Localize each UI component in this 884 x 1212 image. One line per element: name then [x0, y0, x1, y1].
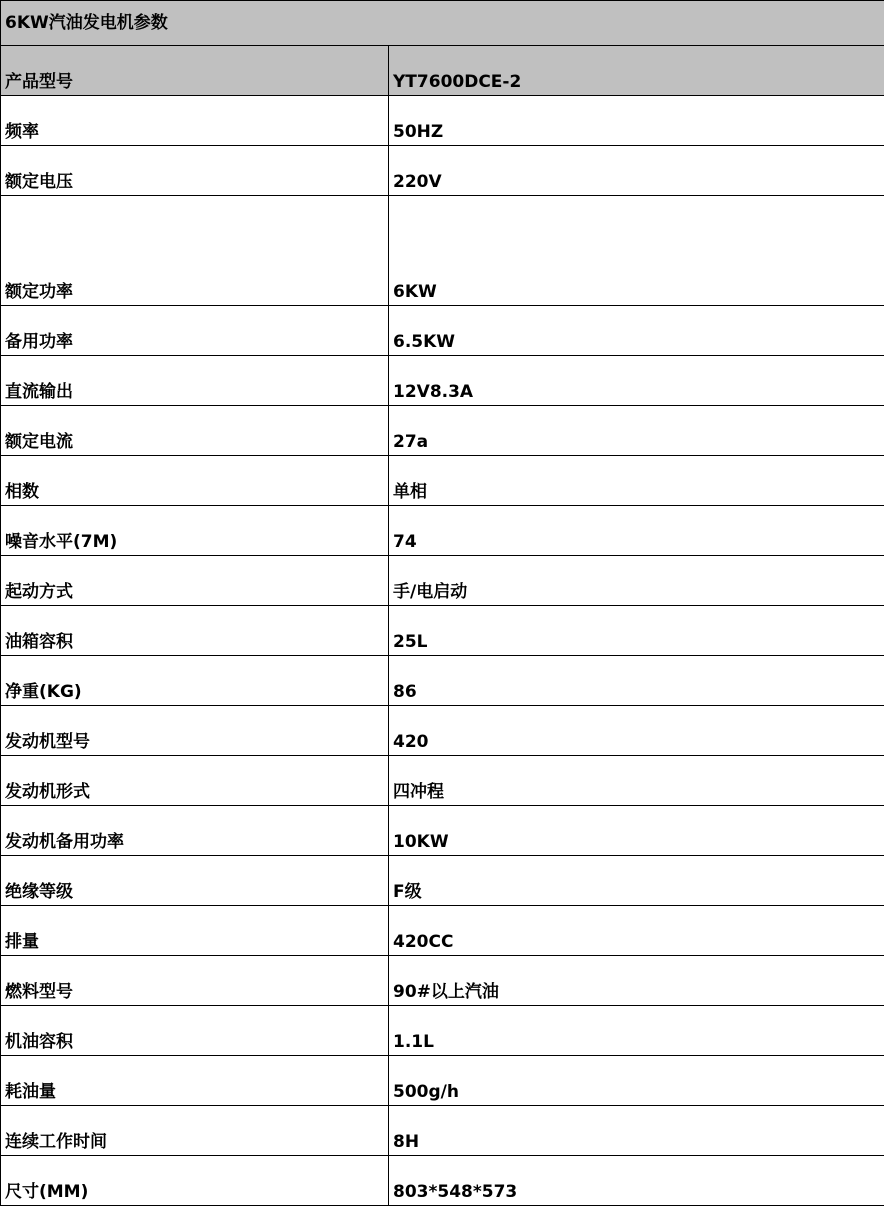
row-label: 发动机备用功率: [1, 806, 389, 856]
row-label: 额定电压: [1, 146, 389, 196]
row-value: 500g/h: [389, 1056, 884, 1106]
table-row: [1, 1106, 884, 1156]
row-label: 排量: [1, 906, 389, 956]
table-row: [1, 906, 884, 956]
row-value: 四冲程: [389, 756, 884, 806]
row-label: 燃料型号: [1, 956, 389, 1006]
row-value: 74: [389, 506, 884, 556]
table-row: [1, 806, 884, 856]
row-value: 420CC: [389, 906, 884, 956]
table-row: [1, 706, 884, 756]
row-label: 发动机型号: [1, 706, 389, 756]
row-label: 直流输出: [1, 356, 389, 406]
table-row: [1, 1056, 884, 1106]
table-row: [1, 956, 884, 1006]
table-row: [1, 756, 884, 806]
row-value: 手/电启动: [389, 556, 884, 606]
row-label: 耗油量: [1, 1056, 389, 1106]
row-value: 50HZ: [389, 96, 884, 146]
row-value: 27a: [389, 406, 884, 456]
table-row: [1, 456, 884, 506]
row-value: 12V8.3A: [389, 356, 884, 406]
row-value: 6KW: [389, 196, 884, 306]
row-value: 6.5KW: [389, 306, 884, 356]
table-row: [1, 406, 884, 456]
table-row: [1, 856, 884, 906]
header-value: YT7600DCE-2: [389, 46, 884, 96]
row-value: 10KW: [389, 806, 884, 856]
row-label: 频率: [1, 96, 389, 146]
table-row: [1, 556, 884, 606]
row-value: 220V: [389, 146, 884, 196]
row-label: 额定功率: [1, 196, 389, 306]
table-row: [1, 606, 884, 656]
table-row: [1, 306, 884, 356]
row-value: 8H: [389, 1106, 884, 1156]
table-row: [1, 146, 884, 196]
row-value: 90#以上汽油: [389, 956, 884, 1006]
row-label: 备用功率: [1, 306, 389, 356]
table-title-row: [1, 1, 884, 46]
row-label: 发动机形式: [1, 756, 389, 806]
row-label: 绝缘等级: [1, 856, 389, 906]
table-row: [1, 356, 884, 406]
header-label: 产品型号: [1, 46, 389, 96]
row-value: 803*548*573: [389, 1156, 884, 1206]
table-header-row: [1, 46, 884, 96]
row-label: 相数: [1, 456, 389, 506]
row-value: 420: [389, 706, 884, 756]
table-row: [1, 506, 884, 556]
row-label: 起动方式: [1, 556, 389, 606]
table-row: [1, 1006, 884, 1056]
row-label: 连续工作时间: [1, 1106, 389, 1156]
row-value: 单相: [389, 456, 884, 506]
row-value: 1.1L: [389, 1006, 884, 1056]
row-label: 机油容积: [1, 1006, 389, 1056]
row-value: 25L: [389, 606, 884, 656]
row-value: F级: [389, 856, 884, 906]
row-label: 额定电流: [1, 406, 389, 456]
row-label: 净重(KG): [1, 656, 389, 706]
row-label: 尺寸(MM): [1, 1156, 389, 1206]
row-label: 噪音水平(7M): [1, 506, 389, 556]
table-row: [1, 1156, 884, 1206]
table-row: [1, 96, 884, 146]
row-value: 86: [389, 656, 884, 706]
table-title: 6KW汽油发电机参数: [1, 1, 884, 46]
table-row: [1, 196, 884, 306]
table-row: [1, 656, 884, 706]
row-label: 油箱容积: [1, 606, 389, 656]
